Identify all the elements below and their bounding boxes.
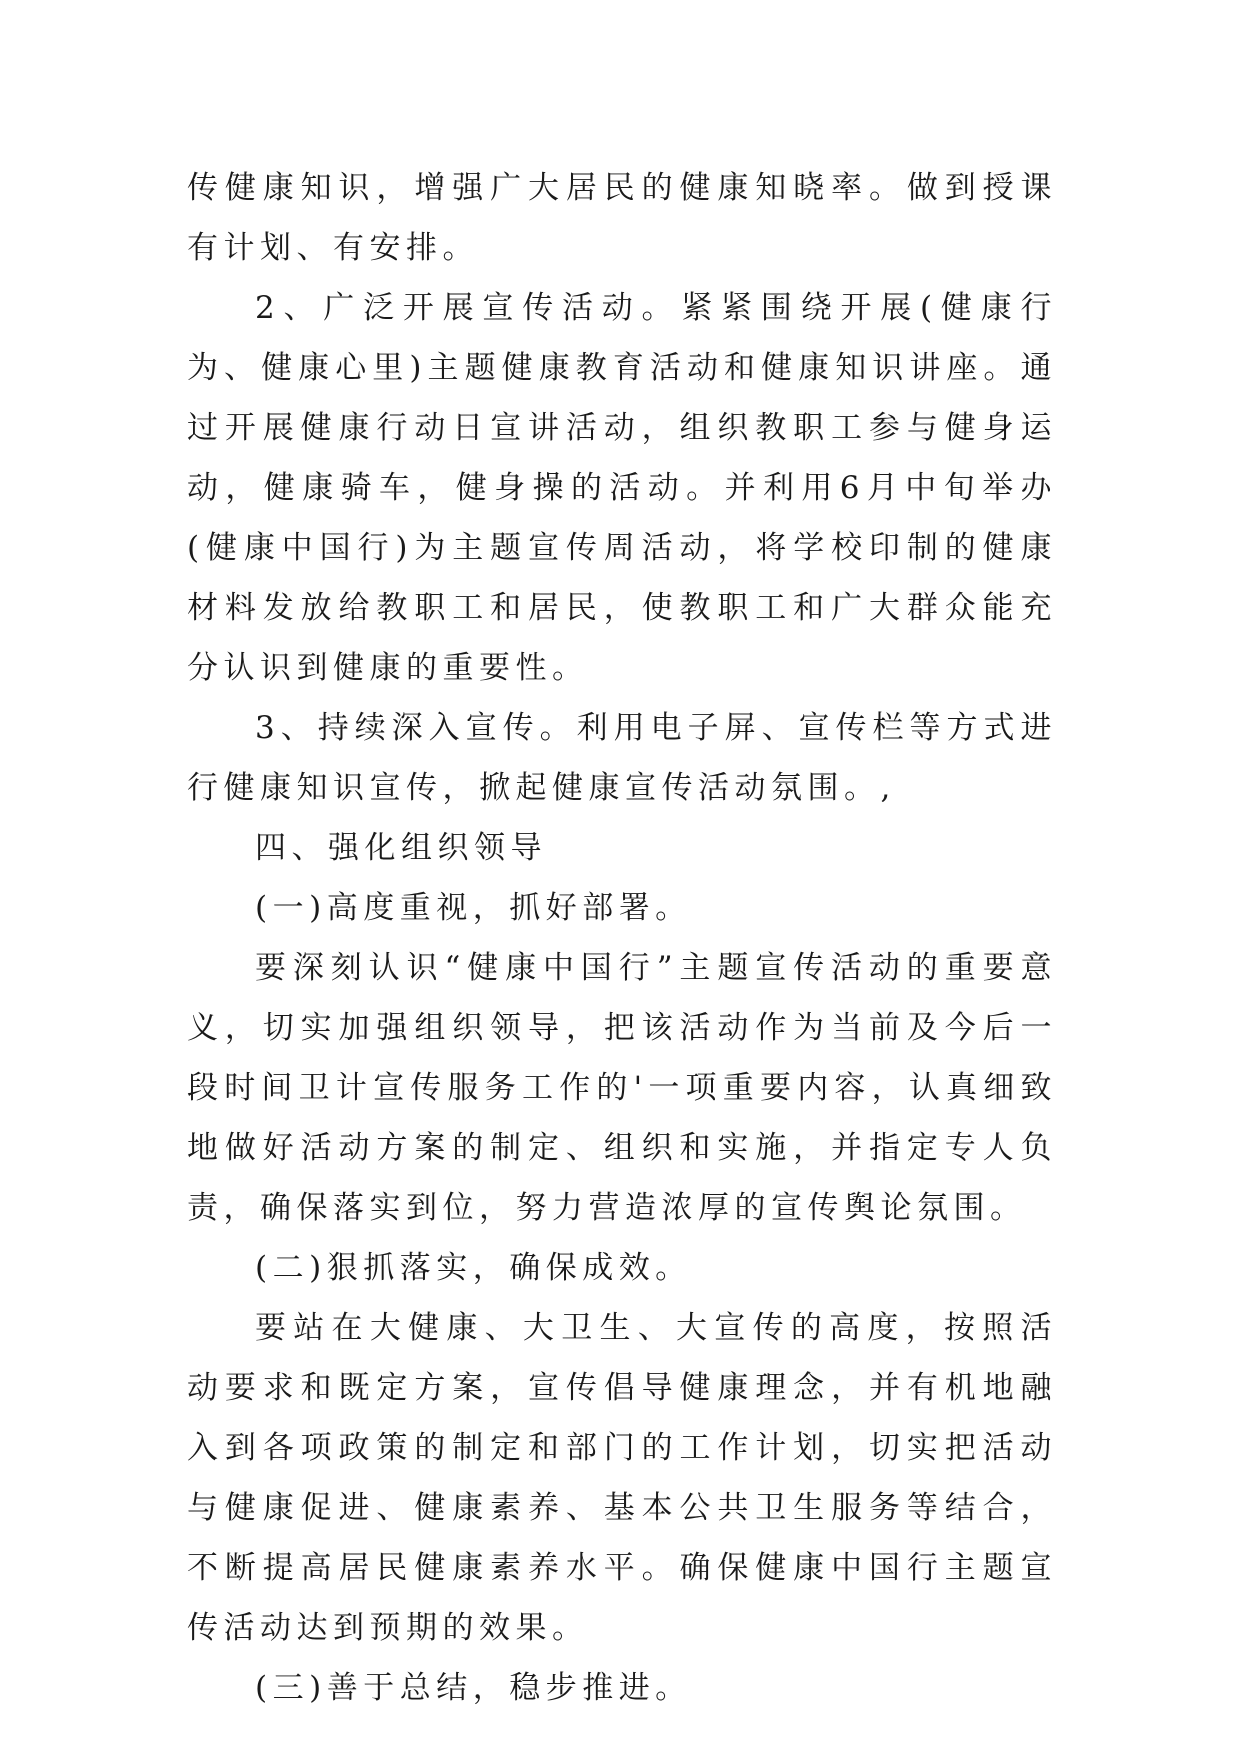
paragraph-continuation: 传健康知识，增强广大居民的健康知晓率。做到授课有计划、有安排。	[187, 170, 1057, 266]
paragraph-subsection-1: 要深刻认识“健康中国行”主题宣传活动的重要意义，切实加强组织领导，把该活动作为当前及今后一段时间卫计宣传服务工作的'一项重要内容，认真细致地做好活动方案的制定、组织和实施，并指定专人负责，确保落实到位，努力营造浓厚的宣传舆论氛围。	[187, 950, 1057, 1226]
paragraph-item-3: 3、持续深入宣传。利用电子屏、宣传栏等方式进行健康知识宣传，掀起健康宣传活动氛围。,	[187, 710, 1057, 806]
subheading-2: (二)狠抓落实，确保成效。	[255, 1250, 692, 1286]
subheading-3: (三)善于总结，稳步推进。	[255, 1670, 692, 1706]
subheading-1: (一)高度重视，抓好部署。	[255, 890, 692, 926]
section-heading-4: 四、强化组织领导	[255, 830, 547, 866]
document-body	[187, 158, 1057, 1718]
paragraph-subsection-2: 要站在大健康、大卫生、大宣传的高度，按照活动要求和既定方案，宣传倡导健康理念，并有机地融入到各项政策的制定和部门的工作计划，切实把活动与健康促进、健康素养、基本公共卫生服务等结合，不断提高居民健康素养水平。确保健康中国行主题宣传活动达到预期的效果。	[187, 1310, 1057, 1646]
paragraph-item-2: 2、广泛开展宣传活动。紧紧围绕开展(健康行为、健康心里)主题健康教育活动和健康知识讲座。通过开展健康行动日宣讲活动，组织教职工参与健身运动，健康骑车，健身操的活动。并利用6月中旬举办(健康中国行)为主题宣传周活动，将学校印制的健康材料发放给教职工和居民，使教职工和广大群众能充分认识到健康的重要性。	[187, 290, 1057, 686]
